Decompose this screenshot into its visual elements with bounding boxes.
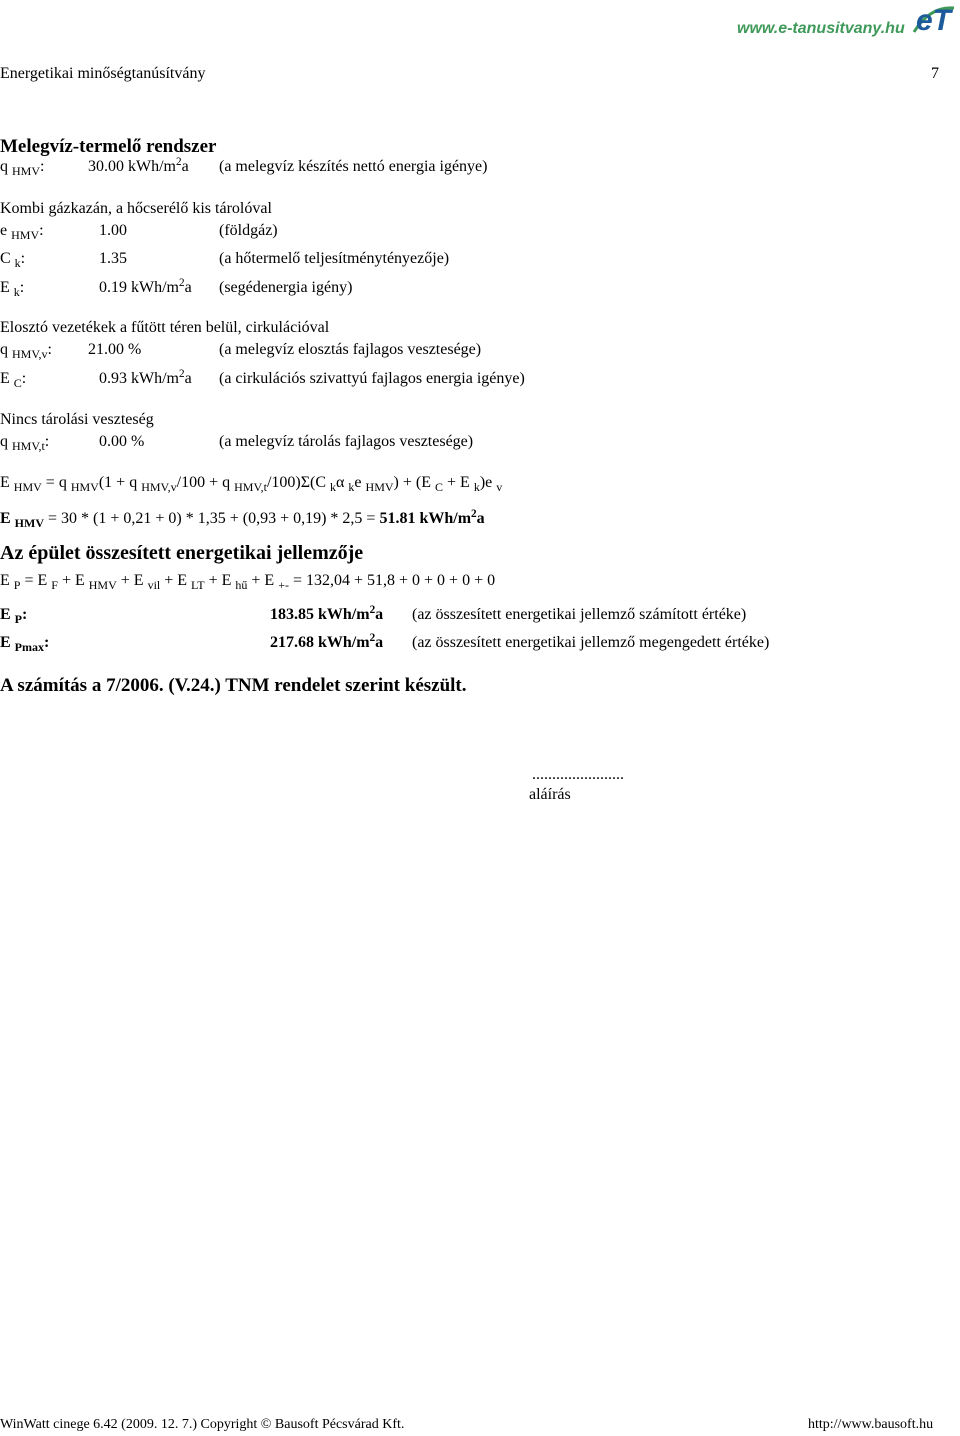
q-hmv-t-description: (a melegvíz tárolás fajlagos vesztesége) bbox=[219, 433, 474, 450]
ek-value: 0.19 kWh/$m^2a$ bbox=[99, 276, 192, 296]
page-number: 7 bbox=[931, 65, 939, 82]
logo-url: www.e-tanusitvany.hu bbox=[737, 20, 905, 37]
hmv-formula: E $_{HMV}$ = q $_{HMV}$(1 + q $_{HMV,v}$/100 + q $_{HMV,t}$/100)Σ(C $_k$α $_k$e $_{HMV}$) + (E $_C$ + E $_k$)e $_v$ bbox=[0, 474, 503, 495]
storage-description: Nincs tárolási veszteség bbox=[0, 411, 154, 428]
footer-copyright: WinWatt cinege 6.42 (2009. 12. 7.) Copyright © Bausoft Pécsvárad Kft. bbox=[0, 1417, 405, 1432]
ck-value: 1.35 bbox=[99, 250, 127, 267]
logo-mark-text: eT bbox=[916, 4, 952, 37]
epmax-value: 217.68 kWh/$m^2a$ bbox=[270, 631, 384, 651]
ep-label: E $_P$: bbox=[0, 606, 28, 627]
ek-label: E $_k$: bbox=[0, 279, 25, 300]
q-hmv-v-value: 21.00 % bbox=[88, 341, 142, 358]
epmax-description: (az összesített energetikai jellemző megengedett értéke) bbox=[412, 634, 770, 651]
regulation-statement: A számítás a 7/2006. (V.24.) TNM rendelet szerint készült. bbox=[0, 675, 467, 696]
document-title: Energetikai minőségtanúsítvány bbox=[0, 65, 206, 82]
ec-description: (a cirkulációs szivattyú fajlagos energia igénye) bbox=[219, 370, 525, 387]
signature-line: ....................... bbox=[532, 766, 624, 783]
q-hmv-t-label: q $_{HMV,t}$: bbox=[0, 433, 50, 454]
q-hmv-label: q $_{HMV}$: bbox=[0, 158, 45, 179]
e-hmv-value: 1.00 bbox=[99, 222, 127, 239]
ec-label: E $_C$: bbox=[0, 370, 27, 391]
q-hmv-v-description: (a melegvíz elosztás fajlagos vesztesége) bbox=[219, 341, 482, 358]
ck-description: (a hőtermelő teljesítménytényezője) bbox=[219, 250, 450, 267]
ep-description: (az összesített energetikai jellemző számított értéke) bbox=[412, 606, 747, 623]
ek-description: (segédenergia igény) bbox=[219, 279, 353, 296]
logo-mark bbox=[910, 2, 958, 42]
q-hmv-t-value: 0.00 % bbox=[99, 433, 145, 450]
ep-formula: E $_P$ = E $_F$ + E $_{HMV}$ + E $_{vil}$ + E $_{LT}$ + E $_{hű}$ + E $_{+-}$ = 132,04 + 51,8 + 0 + 0 + 0 + 0 bbox=[0, 572, 496, 593]
section-title-hmv: Melegvíz-termelő rendszer bbox=[0, 136, 217, 157]
epmax-label: E $_{Pmax}$: bbox=[0, 634, 50, 655]
generator-description: Kombi gázkazán, a hőcserélő kis tárolóval bbox=[0, 200, 272, 217]
footer-url: http://www.bausoft.hu bbox=[808, 1417, 934, 1432]
e-hmv-description: (földgáz) bbox=[219, 222, 278, 239]
q-hmv-value: 30.00 kWh/$m^2a$ bbox=[88, 155, 189, 175]
hmv-result: E $_{HMV}$ = 30 * (1 + 0,21 + 0) * 1,35 + (0,93 + 0,19) * 2,5 = 51.81 kWh/$m^2a$ bbox=[0, 507, 485, 531]
ck-label: C $_k$: bbox=[0, 250, 26, 271]
distribution-description: Elosztó vezetékek a fűtött téren belül, cirkulációval bbox=[0, 319, 330, 336]
section-title-summary: Az épület összesített energetikai jellemzője bbox=[0, 542, 364, 564]
signature-label: aláírás bbox=[529, 786, 571, 803]
ep-value: 183.85 kWh/$m^2a$ bbox=[270, 603, 384, 623]
q-hmv-description: (a melegvíz készítés nettó energia igénye) bbox=[219, 158, 488, 175]
q-hmv-v-label: q $_{HMV,v}$: bbox=[0, 341, 52, 362]
ec-value: 0.93 kWh/$m^2a$ bbox=[99, 367, 192, 387]
e-hmv-label: e $_{HMV}$: bbox=[0, 222, 44, 243]
